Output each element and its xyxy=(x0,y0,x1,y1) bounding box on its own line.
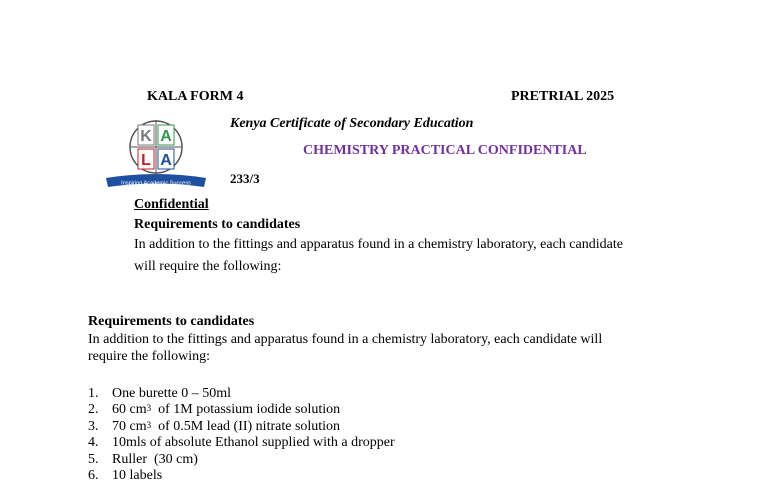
logo-letter-l: L xyxy=(141,152,151,169)
exam-header-right: PRETRIAL 2025 xyxy=(511,89,615,104)
kala-logo xyxy=(104,116,216,192)
logo-tagline: Inspiring Academic Success xyxy=(121,180,191,187)
list-item: 5. Ruller (30 cm) xyxy=(88,451,198,467)
requirements-heading-2: Requirements to candidates xyxy=(88,314,255,329)
confidential-label: Confidential xyxy=(134,197,209,212)
requirements-list xyxy=(88,386,395,484)
requirements-text-2a: In addition to the fittings and apparatus found in a chemistry laboratory, each candidate will xyxy=(88,332,603,347)
subject-title: CHEMISTRY PRACTICAL CONFIDENTIAL xyxy=(303,143,587,158)
requirements-text-1a: In addition to the fittings and apparatus found in a chemistry laboratory, each candidate xyxy=(134,237,623,252)
logo-letter-k: K xyxy=(140,128,152,145)
requirements-text-1b: will require the following: xyxy=(134,259,282,274)
list-item: 6. 10 labels xyxy=(88,468,163,484)
list-item: 2. 60 $cm^3$ of 1M potassium iodide solution xyxy=(88,402,341,418)
logo-letter-a2: A xyxy=(160,152,172,169)
logo-letter-a1: A xyxy=(160,128,172,145)
list-item: 1. One burette 0 – 50ml xyxy=(88,386,231,401)
list-item: 3. 70 $cm^3$ of 0.5M lead (II) nitrate solution xyxy=(88,418,341,434)
certificate-title: Kenya Certificate of Secondary Education xyxy=(230,116,474,131)
paper-code: 233/3 xyxy=(230,171,260,186)
exam-header-left: KALA FORM 4 xyxy=(147,89,244,104)
requirements-heading-1: Requirements to candidates xyxy=(134,217,301,232)
requirements-text-2b: require the following: xyxy=(88,349,211,364)
list-item: 4. 10mls of absolute Ethanol supplied with a dropper xyxy=(88,435,395,451)
